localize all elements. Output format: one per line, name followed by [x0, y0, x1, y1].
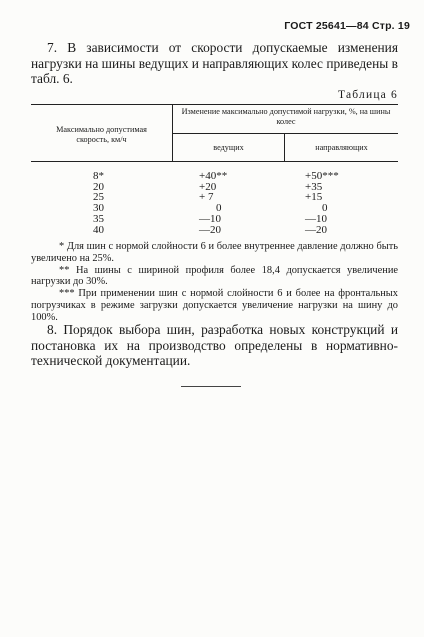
cell-speed: 20	[93, 180, 104, 193]
cell-drive: +20	[199, 180, 217, 193]
table-mid-rule	[172, 133, 398, 134]
column-drive	[199, 171, 259, 235]
cell-guide: +50***	[305, 170, 339, 182]
header-guide-wheels: направляющих	[315, 143, 368, 152]
cell-guide: +15	[305, 191, 323, 204]
cell-drive: +40**	[199, 170, 228, 182]
header-load-change: Изменение максимально допустимой нагрузки, %, на шины колес	[181, 107, 391, 126]
cell-speed: 25	[93, 191, 104, 204]
footnote-3: *** При применении шин с нормой слойности 6 и более на фронтальных погрузчиках в режиме загрузки допускается увеличение нагрузки на шину до 100%.	[31, 288, 398, 323]
paragraph-7	[31, 40, 398, 87]
table-caption: Таблица 6	[338, 89, 398, 101]
cell-speed: 35	[93, 212, 104, 225]
cell-speed: 30	[93, 202, 104, 215]
cell-speed: 40	[93, 223, 104, 236]
cell-drive: 0	[216, 202, 222, 215]
footnote-2: ** На шины с шириной профиля более 18,4 допускается увеличение нагрузки до 30%.	[31, 264, 398, 288]
cell-drive: + 7	[199, 191, 214, 204]
footnotes	[31, 241, 398, 324]
paragraph-8	[31, 322, 398, 369]
cell-drive: —20	[199, 223, 221, 236]
closing-divider	[181, 386, 241, 387]
cell-guide: —20	[305, 223, 327, 236]
footnote-1: * Для шин с нормой слойности 6 и более внутреннее давление должно быть увеличено на 25%.	[31, 241, 398, 264]
cell-speed: 8*	[93, 170, 104, 182]
cell-guide: 0	[322, 202, 328, 215]
page-header: ГОСТ 25641—84 Стр. 19	[284, 20, 410, 32]
header-drive-wheels: ведущих	[213, 143, 244, 152]
paragraph-8-text: 8. Порядок выбора шин, разработка новых конструкций и постановка их на производство определены в нормативно-технической документации.	[31, 322, 398, 368]
column-speed	[62, 171, 104, 235]
header-speed: Максимально допустимая скорость, км/ч	[56, 125, 147, 144]
column-guide	[305, 171, 365, 235]
table-top-rule	[31, 104, 398, 105]
cell-guide: —10	[305, 212, 327, 225]
table-header-bottom-rule	[31, 161, 398, 162]
cell-guide: +35	[305, 180, 323, 193]
cell-drive: —10	[199, 212, 221, 225]
paragraph-7-text: 7. В зависимости от скорости допускаемые изменения нагрузки на шины ведущих и направляющих колес приведены в табл. 6.	[31, 40, 398, 86]
